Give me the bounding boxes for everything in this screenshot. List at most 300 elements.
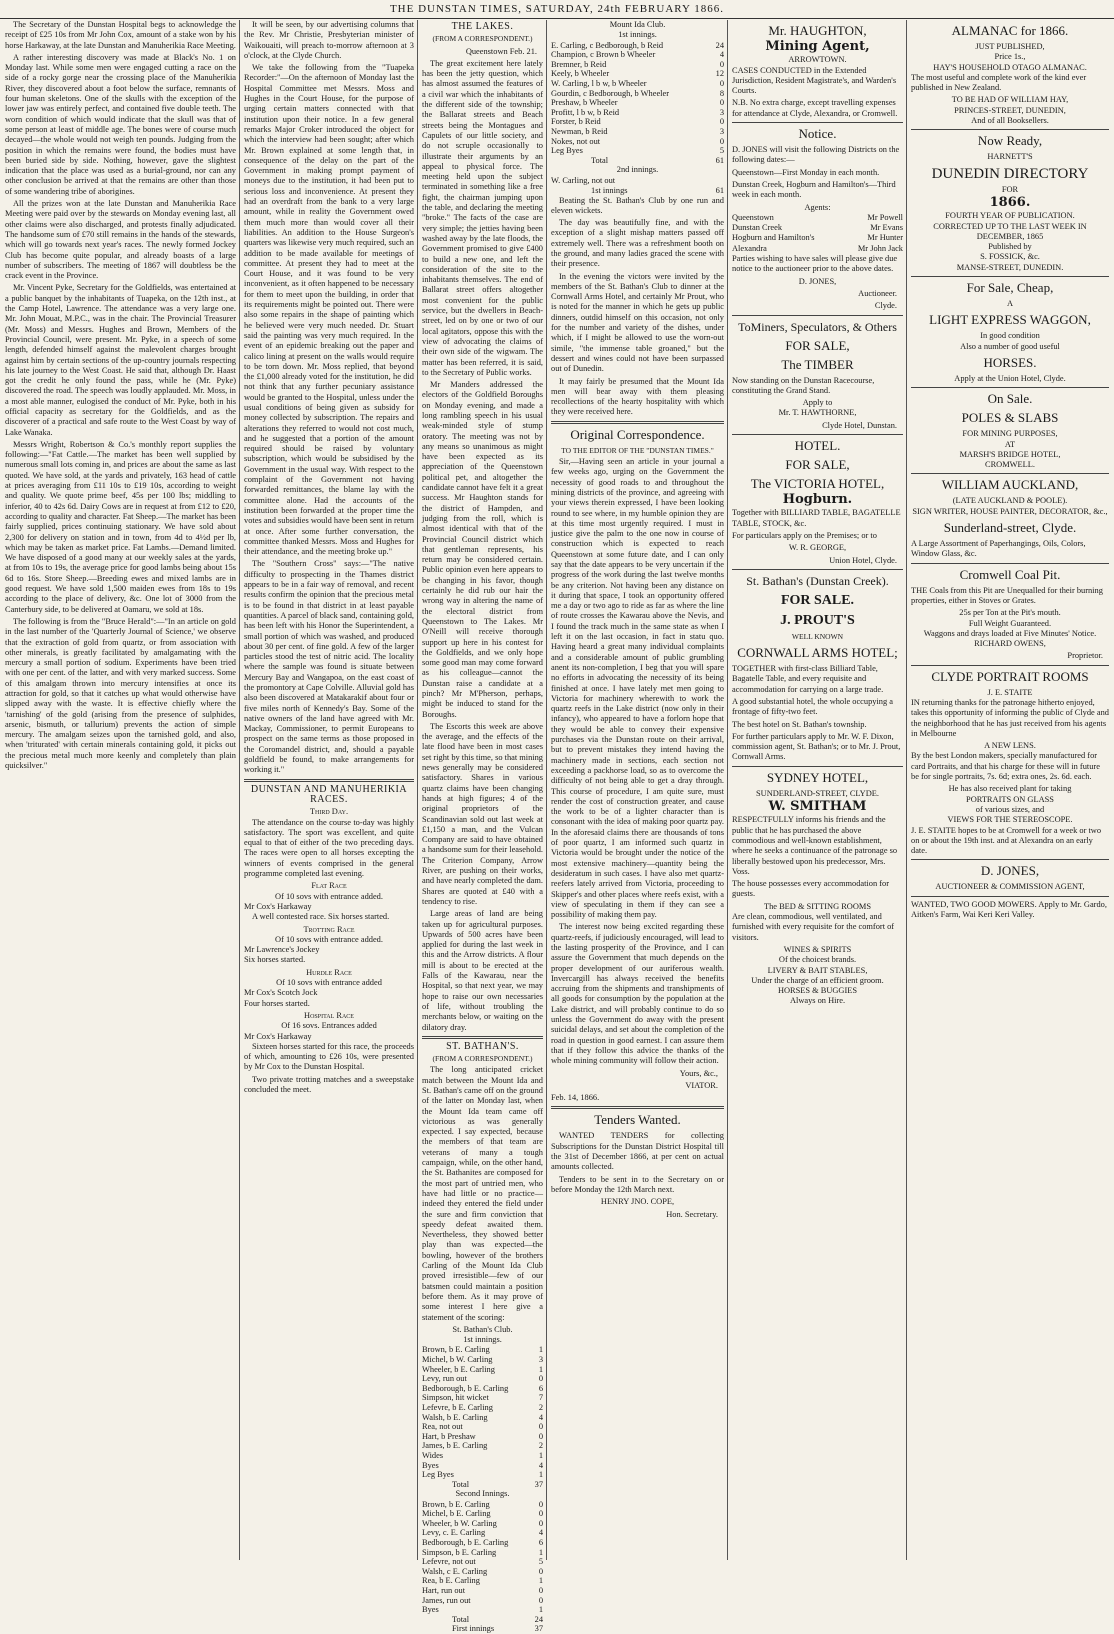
notice-tail: Parties wishing to have sales will please give due notice to the auctioneer prior to the above dates. [732, 254, 898, 274]
score-row [422, 1432, 543, 1442]
st-bathans-heading: ST. BATHAN'S. [446, 1040, 519, 1052]
agent-place: Dunstan Creek [732, 223, 783, 233]
hurdle-race-note: Four horses started. [244, 998, 310, 1008]
batsman: Gourdin, c Bedborough, b Wheeler [551, 88, 669, 98]
batsman: Lefevre, not out [422, 1557, 476, 1567]
victoria-hotel-body: Together with BILLIARD TABLE, BAGATELLE TABLE, STOCK, &c. [732, 508, 901, 528]
victoria-hotel-place: Hogburn. [782, 492, 853, 508]
waggon-horses: HORSES. [983, 354, 1037, 370]
poles-town: CROMWELL. [984, 460, 1035, 470]
paragraph: Mr. Vincent Pyke, Secretary for the Goldfields, was entertained at a public banquet by the inhabitants of Tuapeka, on the 12th inst., at the Camp Hotel, Lawrence. The attendance was a very large one. Mr. John Mouat, M.P.C., was in the chair. The Provincial Treasurer (Mr. Moss) and Messrs. Hughes and Brown, Members of the Provincial Council, were present. Mr. Pyke, in a speech of some length, defended himself against the malevolent charges brought against him by certain sections of the up-country journals respecting his late journey to the West Coast. He said that, although Dr. Haast got the credit he only found the pass, while he (Mr. Pyke) discovered the road. The speech was loudly applauded. Mr. Moss, in a most able manner, eulogised the conduct of Mr. Pyke, both in his official capacity as secretary for the Goldfields, and as the discoverer of a practical and safe route to the West Coast by way of Lake Wanaka. [5, 283, 236, 437]
almanac-heading: ALMANAC for 1866. [951, 23, 1069, 38]
runs: 4 [538, 1528, 543, 1538]
auckland-street: Sunderland-street, Clyde. [943, 520, 1077, 536]
runs: 1 [538, 1576, 543, 1586]
batsman: Bedborough, b E. Carling [422, 1537, 509, 1547]
directory-publisher: S. FOSSICK, &c. [980, 252, 1040, 262]
lakes-heading: THE LAKES. [451, 21, 514, 32]
column-6 [908, 20, 1112, 1560]
agent-name: Mr John Jack [857, 243, 903, 253]
auckland-body: A Large Assortment of Paperhangings, Oils, Colors, Window Glass, &c. [911, 539, 1086, 559]
notice-place: Clyde. [874, 301, 897, 311]
runs: 0 [538, 1499, 543, 1509]
auckland-trades: SIGN WRITER, HOUSE PAINTER, DECORATOR, &c., [912, 506, 1108, 516]
haughton-title: Mining Agent, [765, 39, 870, 54]
portrait-tail: J. E. STAITE hopes to be at Cromwell for a week or two on or about the 19th inst. and at Alexandra on an early date. [911, 825, 1102, 856]
paragraph: The Secretary of the Dunstan Hospital begs to acknowledge the receipt of £25 10s from Mr John Cox, amount of a stake won by his horse Harkaway, at the late Dunstan and Manuherikia Race Meeting. [5, 20, 236, 50]
almanac-had: TO BE HAD OF WILLIAM HAY, [951, 95, 1069, 105]
waggon-apply: Apply at the Union Hotel, Clyde. [954, 373, 1066, 383]
runs: 4 [538, 1460, 543, 1470]
d-jones-role: AUCTIONEER & COMMISSION AGENT, [935, 882, 1085, 892]
cornwall-arms-body: TOGETHER with first-class Billiard Table, Bagatelle Table, and every requisite and accommodation for carrying on a large trade. [732, 664, 884, 694]
col2-paragraphs [244, 20, 414, 776]
cornwall-arms-apply: For further particulars apply to Mr. W. F. Dixon, commission agent, St. Bathan's; or to Mr. J. Prout, Cornwall Arms. [732, 731, 901, 762]
st-bathans-total-2: Total 24 [452, 1614, 543, 1624]
sydney-hotel-livery-body: Under the charge of an efficient groom. [751, 975, 884, 985]
trotting-race-title: Trotting Race [303, 924, 355, 934]
st-bathans-ad-prout: J. PROUT'S [780, 612, 855, 628]
timber-place: Clyde Hotel, Dunstan. [822, 420, 897, 430]
runs: 1 [538, 1345, 543, 1355]
directory-title: DUNEDIN DIRECTORY [931, 165, 1089, 182]
sydney-hotel-place: SUNDERLAND-STREET, CLYDE. [756, 788, 879, 798]
coal-body: THE Coals from this Pit are Unequalled for their burning properties, either in Stoves or Grates. [911, 585, 1103, 605]
st-bathans-ad-known: WELL KNOWN [791, 631, 844, 641]
portrait-glass: PORTRAITS ON GLASS [966, 794, 1054, 804]
notice-signature: D. JONES, [798, 276, 837, 286]
almanac-sellers: And of all Booksellers. [971, 116, 1049, 126]
runs: 7 [538, 1393, 543, 1403]
runs: 0 [538, 1374, 543, 1384]
almanac-price: Price 1s., [994, 52, 1026, 62]
score-row [551, 108, 724, 118]
lakes-dateline: Queenstown Feb. 21. [465, 46, 537, 56]
runs: 0 [538, 1518, 543, 1528]
score-row [422, 1365, 543, 1375]
paragraph: A rather interesting discovery was made at Black's No. 1 on Monday last. While some men were engaged cutting a race on the side of a rocky gorge near the crossing place of the Manuherikia River, they discovered about a foot below the surface, remnants of four human skeletons. One of the skulls with the exception of the lower jaw was entirely perfect, and contained five double teeth. The worn condition of which would indicate that the skull was that of some person at least of middle age. The bones were of course much decayed—the whole would not weigh ten pounds. Judging from the position in which the remains were found, the bodies must have been buried side by side. Nothing, however, gave the slightest indication that the place was used as a burial-ground, nor can any other conclusion be arrived at that the remains are other than those of some wandering tribe of aborigines. [5, 52, 236, 196]
paragraph: The following is from the "Bruce Herald":—"In an article on gold in the last number of the 'Quarterly Journal of Science,' we observe that the extraction of gold from quartz, or from association with other minerals, is greatly facilitated by amalgamating with the mercury a small portion of sodium. Experiments have been tried with one per cent. of the latter, and with very marked success. Some of this amalgam thrown into mercury intensifies at once its attraction for gold, so that it catches up what would otherwise have slipped away with the waste. It is effective chiefly where the 'tarnishing' of the gold (arising from the presence of sulphides, arsenic, bismuth, or tallurium) prevents the action of simple mercury. The amalgam seizes upon the tarnished gold, and also, when 'triturated' with certain minerals containing gold, it picks out the precious metal much more keenly and completely than plain quicksilver." [5, 616, 236, 771]
waggon-title: LIGHT EXPRESS WAGGON, [929, 312, 1091, 328]
paragraph: It may fairly be presumed that the Mount Ida men will bear away with them pleasing recollections of the hearty hospitality with which they were received here. [551, 376, 724, 417]
batsman: Michel, b E. Carling [422, 1509, 491, 1519]
directory-corrected: CORRECTED UP TO THE LAST WEEK IN DECEMBER, 1865 [933, 221, 1087, 241]
second-innings-title: Second Innings. [455, 1489, 510, 1499]
paragraph: In the evening the victors were invited by the members of the St. Bathan's Club to dinner at the Cornwall Arms Hotel, and certainly Mr Prout, who is noted for the manner in which he gets up public dinners, outdid himself on this occasion, not only for the number and variety of the dishes, under which, if I might be allowed to use the worn-out simile, "the immense table groaned," but the dessert and wines could not have been surpassed out of Dunedin. [551, 271, 724, 374]
coal-heading: Cromwell Coal Pit. [959, 566, 1061, 582]
flat-race-terms: Of 10 sovs with entrance added. [275, 891, 383, 901]
runs: 0 [538, 1431, 543, 1441]
notice-heading: Notice. [798, 126, 837, 142]
mount-ida-first-total: 1st innings 61 [591, 185, 724, 195]
runs: 0 [538, 1566, 543, 1576]
correspondence-to: TO THE EDITOR OF THE "DUNSTAN TIMES." [561, 445, 714, 455]
races-day: Third Day. [309, 807, 349, 817]
mount-ida-second-row: W. Carling, not out [551, 175, 616, 185]
score-row [422, 1403, 543, 1413]
score-row [422, 1384, 543, 1394]
races-intro: The attendance on the course to-day was highly satisfactory. The sport was excellent, and quite equal to that of either of the two preceding days. The races were open to all horses excepting the winners of events comprised in the general programme completed last evening. [244, 817, 414, 879]
paragraph: Beating the St. Bathan's Club by one run and eleven wickets. [551, 195, 724, 215]
paragraph: The Escorts this week are above the average, and the effects of the late flood have been in most cases set right by this time, so that mining news generally may be considered satisfactory. Shares in various quartz claims have been changing hands at high figures; 4 of the original proprietors of the Scandinavian sold out last week at £1,150 a man, and the Vulcan Company are said to have obtained a handsome sum for their leasehold. The Criterion Company, Arrow River, are pushing on their works, and have nearly completed the dam. Shares are quoted at £40 with a tendency to rise. [422, 721, 543, 906]
hospital-race-title: Hospital Race [304, 1010, 354, 1020]
agents-heading: Agents: [804, 202, 831, 212]
divider [911, 859, 1109, 860]
sydney-hotel-bed-body: Are clean, commodious, well ventilated, and furnished with every requisite for the comfort of visitors. [732, 912, 895, 942]
divider [732, 122, 903, 123]
batsman: E. Carling, c Bedborough, b Reid [551, 40, 664, 50]
batsman: Levy, run out [422, 1374, 467, 1384]
column-1 [2, 20, 240, 1560]
score-row [422, 1374, 543, 1384]
cornwall-arms-body-2: A good substantial hotel, the whole occupying a frontage of fifty-two feet. [732, 696, 893, 717]
score-row [551, 60, 724, 70]
sydney-hotel-horses: HORSES & BUGGIES [777, 986, 858, 996]
batsman: Rea, not out [422, 1422, 463, 1432]
portrait-lens: A NEW LENS. [984, 741, 1036, 751]
waggon-also: Also a number of good useful [960, 341, 1060, 351]
mowers-ad: WANTED, TWO GOOD MOWERS. Apply to Mr. Gardo, Aitken's Farm, Wai Keri Keri Valley. [911, 899, 1107, 920]
runs: 4 [719, 50, 724, 60]
sydney-hotel-body: RESPECTFULLY informs his friends and the public that he has purchased the above commodious and well-known establishment, where he seeks a continuance of the patronage so liberally bestowed upon his predecessor, Mrs. Voss. [732, 815, 898, 876]
divider [911, 665, 1109, 666]
mount-ida-second: 2nd innings. [616, 165, 659, 175]
runs: 1 [538, 1470, 543, 1480]
score-row [422, 1470, 543, 1480]
poles-at: AT [1004, 439, 1016, 449]
sydney-hotel-wines: WINES & SPIRITS [783, 944, 852, 954]
directory-year: 1866. [989, 194, 1031, 210]
directory-ready: Now Ready, [977, 133, 1043, 149]
runs: 0 [538, 1509, 543, 1519]
runs: 0 [719, 98, 724, 108]
score-row [422, 1519, 543, 1529]
divider [911, 896, 1109, 897]
portrait-views: VIEWS FOR THE STEREOSCOPE. [947, 815, 1073, 825]
auckland-heading: WILLIAM AUCKLAND, [941, 477, 1079, 493]
correspondence-date: Feb. 14, 1866. [551, 1093, 600, 1103]
coal-signature: RICHARD OWENS, [974, 639, 1046, 649]
runs: 5 [538, 1557, 543, 1567]
st-bathans-report: The long anticipated cricket match between the Mount Ida and St. Bathan's came off on the ground of the latter on Monday last, when the Mount Ida team came off victorious as was generally expected. I say expected, because the members of that team are veterans of many a tough campaign, while, on the other hand, the St. Bathanites are composed for the most part of untried men, who have had little or no practice—indeed they entered the field under the sure and firm conviction that speedy defeat awaited them. Nevertheless, they showed better play than was expected—the bowling, however of the brothers Carling of the Mount Ida Club proved irresistible—few of our batsmen could maintain a position before them. As it may prove of some interest I here give a statement of the scoring: [422, 1065, 543, 1322]
score-row [422, 1461, 543, 1471]
mount-ida-paragraphs [551, 196, 724, 418]
score-row [551, 146, 724, 156]
score-row [551, 98, 724, 108]
batsman: Wheeler, b W. Carling [422, 1518, 497, 1528]
batsman: Byes [422, 1605, 439, 1615]
waggon-a: A [1006, 299, 1014, 309]
agent-name: Mr Hunter [867, 233, 903, 243]
score-row [551, 89, 724, 99]
tenders-heading: Tenders Wanted. [594, 1112, 681, 1128]
batsman: Hart, run out [422, 1585, 466, 1595]
cornwall-arms-body-3: The best hotel on St. Bathan's township. [732, 719, 867, 729]
hurdle-race-terms: Of 10 sovs with entrance added [276, 978, 382, 988]
almanac-just: JUST PUBLISHED, [975, 42, 1045, 51]
trotting-race-winner: Mr Lawrence's Jockey [244, 945, 320, 955]
haughton-place: ARROWTOWN. [788, 55, 847, 65]
coal-price: 25s per Ton at the Pit's mouth. [959, 608, 1061, 618]
runs: 24 [715, 40, 724, 50]
notice-date-2: Dunstan Creek, Hogburn and Hamilton's—Third week in each month. [732, 179, 896, 200]
score-row [551, 127, 724, 137]
runs: 3 [538, 1355, 543, 1364]
score-row [422, 1596, 543, 1606]
divider [911, 129, 1109, 130]
score-row [422, 1441, 543, 1451]
on-sale-heading: On Sale. [987, 391, 1033, 407]
trotting-race-terms: Of 10 sovs with entrance added. [275, 934, 383, 944]
divider [732, 434, 903, 435]
haughton-name: Mr. HAUGHTON, [768, 23, 867, 38]
batsman: Walsh, b E. Carling [422, 1412, 488, 1422]
runs: 1 [538, 1547, 543, 1557]
mount-ida-subheading: 1st innings. [618, 30, 657, 40]
st-bathans-first-total: First innings 37 [452, 1624, 543, 1634]
batsman: James, b E. Carling [422, 1441, 488, 1451]
mount-ida-heading: Mount Ida Club. [609, 20, 666, 29]
score-row [422, 1538, 543, 1548]
score-row [422, 1500, 543, 1510]
hotel-heading: HOTEL. [794, 438, 841, 454]
score-row [551, 117, 724, 127]
flat-race-note: A well contested race. Six horses started. [252, 912, 390, 922]
batsman: James, run out [422, 1595, 471, 1605]
paragraph: Sir,—Having seen an article in your journal a few weeks ago, urging on the Government the necessity of good roads to and throughout the mining districts of the province, and agreeing with your views therein expressed, I have been looking round to see where, in my humble opinion they are at this time most urgently required. I must in justice give the palm to the one now in course of construction which is expected to reach Queenstown at some future date, and I can only say that the date appears to be very uncertain if the progress of the work during the last twelve months be any criterion. Not having been any distance on it during that space, I took an opportunity offered me a day or two ago to ride as far as where the line of route crosses the Kawarau above the Nevis, and I found the track much in the same state as when I left it on the last occasion, in fact in statu quo. Having heard a great many individual complaints and a considerable amount of public grumbling anent its non-completion, I beg that you will spare no efforts in advocating the necessity of its being finished at once. I have lately met men going to Victoria for machinery wherewith to work the quartz reefs in the Lake district (now only in their infancy), who appeared to have a forlorn hope that they would be able to convey their expensive purchases via the Dunstan route on their arrival, but to prevent mistakes they intend having the machinery made in sections, each section not exceeding a packhorse load, so as to overcome the difficulty of not being able to get a dray through. This course of procedure, I am quite sure, must render the cost of construction greater, and cause the work to be of a lighter character than is consonant with the idea of making poor quartz pay. In the aforesaid claims there are thousands of tons of poor quartz, I am informed such quartz in Victoria would be brought under the notice of the most extensive machinery—quantity being the desideratum in such cases. I have also met quartz-reefers lately arrived from Victoria, proceeding to Skipper's and other places where reefs exist, with a view of speculating in them if they can see a possibility of making them pay. [551, 457, 724, 920]
portrait-heading: CLYDE PORTRAIT ROOMS [931, 668, 1089, 684]
column-3 [419, 20, 547, 1634]
divider [732, 766, 903, 767]
runs: 0 [538, 1422, 543, 1432]
runs: 0 [719, 136, 724, 146]
correspondence-yours: Yours, &c., [679, 1068, 718, 1078]
score-row [422, 1548, 543, 1558]
paragraph: We take the following from the "Tuapeka Recorder:"—On the afternoon of Monday last the Hospital Committee met Messrs. Moss and Hughes in the Court House, for the purpose of urging certain matters connected with that institution upon their notice. In a few general remarks Major Croker introduced the object for which the interview had been sought; after which Mr. Brown explained at some length that, in consequence of the delay on the part of the Government in making prompt payment of moneys due to the institution, it had been put to serious loss and inconvenience. At present they had an overdraft from the bank to a very large amount, while in reality the Government owed them much more than would cover all their liabilities. An addition to the House Surgeon's quarters was likewise very much required, such an addition to be made available for meetings of committee. At present they had to meet at the Court House, and it was found to be very inconvenient, as it often happened to be necessary for them to meet upon the building, in order that its requirements might be pointed out. There were also some repairs in the shape of painting which he believed were very much needed. Dr. Stuart said the painting was very much required. In the event of an epidemic breaking out the paper and calico lining at present on the walls would require to be torn down. Mr. Moss replied, that beyond the £1,000 already voted for the institution, he did not think that any further pecuniary assistance would be granted to the Hospital, unless under the usual conditions of being given as subsidy for money collected by subscription. The repairs and alterations they referred to would not cost much, and he suggested that a portion of the amount required should be raised by voluntary subscription, which would be subsidised by the Government in the usual way. With respect to the complaint of the Government not having forwarded remittances, the blame lay with the committee alone. Had the accounts of the institution been forwarded at the proper time the votes and subsidies would have been sent in return at once. After some further conversation, the committee thanked Messrs. Moss and Hughes for their attendance, and the meeting broke up." [244, 63, 414, 557]
runs: 3 [719, 107, 724, 117]
batsman: Forster, b Reid [551, 117, 601, 127]
score-row [551, 50, 724, 60]
st-bathans-subheading: (FROM A CORRESPONDENT.) [432, 1054, 533, 1064]
directory-for: FOR [1001, 184, 1019, 194]
runs: 6 [538, 1537, 543, 1547]
almanac-street: PRINCES-STREET, DUNEDIN, [954, 105, 1066, 115]
divider [551, 1106, 724, 1109]
divider [911, 276, 1109, 277]
tenders-send: Tenders to be sent in to the Secretary on or before Monday the 12th March next. [551, 1174, 724, 1194]
paragraph: The "Southern Cross" says:—"The native difficulty to prospecting in the Thames district appears to be in a fair way of removal, and recent results confirm the opinion that the precious metal is to be found in that district in at least payable quantities. A parcel of black sand, containing gold, has been left with his Honor the Superintendent, a small portion of which was washed, and produced about 30 per cent. of fine gold. A few of the larger particles stood the test of nitric acid. The locality where the sample was found is situate between Mercury Bay and Wangapoa, on the east coast of the promontory at Cape Colville. Alluvial gold has also been discovered at Matakarakif about four or five miles north of Kennedy's Bay. Some of the native owners of the land have agreed with Mr. Mackay, Commissioner, to permit Europeans to prospect on the same terms as those proposed in the Coromandel district, and, should a payable goldfield be found, to make arrangements for working it." [244, 559, 414, 775]
batsman: Walsh, c E. Carling [422, 1566, 488, 1576]
waggon-heading: For Sale, Cheap, [966, 280, 1054, 296]
notice-role: Auctioneer. [858, 288, 897, 298]
runs: 0 [719, 117, 724, 127]
correspondence-paragraphs [551, 457, 724, 1067]
auckland-late: (LATE AUCKLAND & POOLE). [952, 496, 1068, 506]
paragraph: Mr Manders addressed the electors of the Goldfield Boroughs on Monday evening, and made a long rambling speech in his usual weak-minded style of stump oratory. The meeting was not by any means so unanimous as might have been expected as its appreciation of the Queenstown political pet, and altogether the candidate cannot have felt it a great success. Mr Haughton stands for the district of Hampden, and judging from the roll, which is almost identical with that of the Provincial Council district which that gentleman represents, his return may be considered certain. Public opinion even here appears to be changing in his favor, though certainly he did rub our hair the wrong way in altering the name of the electoral district from Queenstown to The Lakes. Mr O'Neill will receive thorough support up here in his contest for the Goldfields, and we only hope some good man may come forward as his colleague—cannot the Dunstan raise a candidate at a pinch? Mr M'Pherson, perhaps, might be induced to stand for the Boroughs. [422, 380, 543, 719]
agents-list [732, 213, 903, 254]
runs: 1 [538, 1450, 543, 1460]
batsman: Newman, b Reid [551, 126, 608, 136]
batsman: Wides [422, 1450, 444, 1460]
batsman: Rea, b E. Carling [422, 1576, 480, 1586]
runs: 2 [538, 1441, 543, 1451]
st-bathans-club-title: St. Bathan's Club. [452, 1324, 513, 1334]
lakes-subheading: (FROM A CORRESPONDENT.) [432, 34, 533, 44]
victoria-hotel-sig-place: Union Hotel, Clyde. [829, 555, 897, 565]
hotel-for-sale: FOR SALE, [785, 457, 850, 473]
score-row [422, 1451, 543, 1461]
agent-row [732, 223, 903, 233]
tenders-body: WANTED TENDERS for collecting Subscriptions for the Dunstan District Hospital till the 31st of December 1866, at per cent on actual amounts collected. [551, 1131, 724, 1172]
miners-heading: ToMiners, Speculators, & Others [738, 319, 897, 334]
sydney-hotel-bed: The BED & SITTING ROOMS [763, 901, 871, 911]
directory-fourth: FOURTH YEAR OF PUBLICATION. [945, 211, 1075, 221]
score-row [551, 79, 724, 89]
batsman: Lefevre, b E. Carling [422, 1402, 493, 1412]
notice-date-1: Queenstown—First Monday in each month. [732, 167, 880, 177]
almanac-title: HAY'S HOUSEHOLD OTAGO ALMANAC. [933, 62, 1087, 72]
divider [732, 569, 903, 570]
portrait-name: J. E. STAITE [987, 687, 1033, 697]
runs: 6 [538, 1383, 543, 1393]
waggon-condition: In good condition [980, 331, 1040, 341]
divider [551, 421, 724, 424]
sydney-hotel-livery: LIVERY & BAIT STABLES, [767, 965, 868, 975]
mount-ida-total: Total 61 [591, 155, 724, 165]
victoria-hotel-heading: The VICTORIA HOTEL, [750, 476, 885, 492]
paragraph: It will be seen, by our advertising columns that the Rev. Mr Christie, Presbyterian minister of Waikouaiti, will preach to-morrow afternoon at 3 o'clock, at the Clyde Church. [244, 20, 414, 60]
victoria-hotel-signature: W. R. GEORGE, [788, 543, 847, 553]
col1-paragraphs [5, 20, 236, 771]
column-5 [729, 20, 907, 1560]
score-row [422, 1557, 543, 1567]
batsman: Keely, b Wheeler [551, 69, 610, 79]
runs: 2 [538, 1402, 543, 1412]
portrait-sizes: of various sizes, and [975, 804, 1045, 814]
coal-weight: Full Weight Guaranteed. [968, 618, 1052, 628]
st-bathans-second-innings [422, 1500, 543, 1615]
score-row [422, 1567, 543, 1577]
hospital-race-note: Sixteen horses started for this race, the proceeds of which, amounting to £26 10s, were presented by Mr Cox to the Dunstan Hospital. [244, 1041, 414, 1072]
runs: 0 [719, 59, 724, 69]
agent-name: Mr Powell [867, 212, 903, 222]
st-bathans-first-innings [422, 1345, 543, 1479]
runs: 0 [538, 1585, 543, 1595]
batsman: Preshaw, b Wheeler [551, 98, 618, 108]
score-row [422, 1509, 543, 1519]
hospital-race-winner: Mr Cox's Harkaway [244, 1031, 312, 1041]
batsman: Simpson, hit wicket [422, 1393, 489, 1403]
batsman: Bedborough, b E. Carling [422, 1383, 509, 1393]
score-row [422, 1605, 543, 1615]
haughton-body: CASES CONDUCTED in the Extended Jurisdiction, Resident Magistrate's, and Warden's Courts. [732, 65, 897, 96]
portrait-lens-body: By the best London makers, specially manufactured for card Portraits, and that his charge for these will in future be for single portraits, 7s. 6d; extra ones, 2s. 6d. each. [911, 751, 1100, 782]
st-bathans-total: Total 37 [452, 1479, 543, 1489]
correspondence-signature: VIATOR. [685, 1080, 718, 1090]
agent-place: Hogburn and Hamilton's [732, 233, 815, 243]
divider [422, 1036, 543, 1039]
runs: 5 [719, 146, 724, 156]
agent-name: Mr Evans [870, 223, 903, 233]
runs: 12 [715, 69, 724, 79]
haughton-nb: N.B. No extra charge, except travelling expenses for attendance at Clyde, Alexandra, or Cromwell. [732, 98, 898, 118]
trotting-race-note: Six horses started. [244, 955, 306, 965]
batsman: Hart, b Preshaw [422, 1431, 476, 1441]
flat-race-winner: Mr Cox's Harkaway [244, 901, 312, 911]
batsman: Simpson, b E. Carling [422, 1547, 497, 1557]
agent-place: Alexandra [732, 243, 767, 253]
tenders-signature: HENRY JNO. COPE, [600, 1197, 675, 1207]
agent-row [732, 213, 903, 223]
column-2 [241, 20, 418, 1560]
coal-waggons: Waggons and drays loaded at Five Minutes' Notice. [923, 628, 1097, 638]
score-row [422, 1413, 543, 1423]
sydney-hotel-wines-body: Of the choicest brands. [778, 955, 857, 965]
races-heading: DUNSTAN AND MANUHERIKIA RACES. [250, 783, 408, 805]
divider [911, 387, 1109, 388]
paragraph: Messrs Wright, Robertson & Co.'s monthly report supplies the following:—"Fat Cattle.—The market has been well supplied by numerous small lots coming in, and prices are about the same as last quoted. We have sold, at the yards and privately, 163 head of cattle at prices averaging from £11 10s to £19 10s, according to weight and quality. We quote prime beef, 45s per 100 lbs; middling to inferior, 40 to 42s 6d. Dairy Cows are in request at from £12 to £20, according to quality and character. Fat Sheep.—The market has been fairly supplied, prices continuing stationary. We have sold about 2,300 for delivery on station and in town, from 4d to 4½d per lb, which may be taken as market price. Fat Lambs.—Demand limited. We have disposed of a good many at our weekly sales at the yards, at from 10s to 19s, the average price for good lambs being about 15s 6d to 16s. Store Sheep.—Breeding ewes and mixed lambs are in good request. We have sold 1,500 maiden ewes from 18s to 19s according to the place of delivery, &c. One lot of 3000 from the Canterbury side, to be delivered at Oamaru, we sold at 18s. [5, 439, 236, 614]
races-closing: Two private trotting matches and a sweepstake concluded the meet. [244, 1074, 414, 1094]
hospital-race-terms: Of 16 sovs. Entrances added [281, 1021, 377, 1031]
batsman: W. Carling, l b w, b Wheeler [551, 78, 647, 88]
almanac-body: The most useful and complete work of the kind ever published in New Zealand. [911, 72, 1087, 93]
sydney-hotel-heading: SYDNEY HOTEL, [766, 769, 869, 785]
batsman: Brown, b E. Carling [422, 1499, 490, 1509]
timber-signature: Mr. T. HAWTHORNE, [778, 408, 857, 418]
poles-for: FOR MINING PURPOSES, [962, 429, 1058, 439]
poles-heading: POLES & SLABS [961, 410, 1059, 426]
batsman: Michel, b W. Carling [422, 1355, 493, 1364]
coal-role: Proprietor. [1067, 651, 1103, 661]
score-row [422, 1528, 543, 1538]
st-bathans-ad-sale: FOR SALE. [780, 592, 855, 608]
notice-body: D. JONES will visit the following Districts on the following dates:— [732, 145, 900, 165]
flat-race-title: Flat Race [311, 881, 347, 891]
tenders-role: Hon. Secretary. [666, 1209, 718, 1219]
score-row [422, 1422, 543, 1432]
batsman: Wheeler, b E. Carling [422, 1364, 495, 1374]
directory-name: HARNETT'S [987, 152, 1033, 162]
batsman: Leg Byes [422, 1470, 454, 1480]
divider [732, 315, 903, 316]
d-jones-heading: D. JONES, [980, 863, 1040, 879]
sydney-hotel-hire: Always on Hire. [789, 996, 846, 1006]
runs: 3 [719, 126, 724, 136]
score-row [422, 1576, 543, 1586]
agent-row [732, 233, 903, 243]
batsman: Leg Byes [551, 146, 583, 156]
sydney-hotel-owner: W. SMITHAM [768, 799, 867, 815]
paragraph: The interest now being excited regarding these quartz-reefs, if judiciously encouraged, will lead to the lasting prosperity of the Province, and I can assure the Government that much depends on the proper development of our auriferous wealth. Invercargill has always received the benefits accruing from the shipments and transhipments of all goods for consumption by the population at the Lake district, and will probably continue to do so unless the Government do away with the present suicidal delays, and set about the completion of the road in question in good earnest. I can assure them that if they follow this advice the thanks of the whole mining community will follow their action. [551, 922, 724, 1066]
score-row [422, 1355, 543, 1365]
timber-for-sale: FOR SALE, [785, 337, 850, 353]
paragraph: All the prizes won at the late Dunstan and Manuherikia Race Meeting were paid over by the stewards on Monday evening last, all other claims were also discharged, and protests finally adjudicated. The handsome sum of £70 still remains in the hands of the stewards, which will go towards next year's races. The newly formed Jockey Club has become quite popular, and already boasts of a large number of subscribers. The meeting of 1867 will doubtless be the crack event in the Province. [5, 199, 236, 281]
portrait-body: IN returning thanks for the patronage hitherto enjoyed, takes this opportunity of informing the public of Clyde and the neighborhood that he has just received from his agents in Melbourne [911, 697, 1109, 738]
directory-published: Published by [988, 242, 1032, 252]
runs: 1 [538, 1605, 543, 1615]
poles-place: MARSH'S BRIDGE HOTEL, [959, 449, 1061, 459]
cornwall-arms-heading: CORNWALL ARMS HOTEL; [737, 645, 898, 661]
divider [911, 563, 1109, 564]
column-4 [548, 20, 728, 1560]
correspondence-heading: Original Correspondence. [570, 426, 705, 442]
hurdle-race-winner: Mr Cox's Scotch Jock [244, 988, 318, 998]
batsman: Profitt, l b w, b Reid [551, 107, 620, 117]
runs: 1 [538, 1364, 543, 1374]
hurdle-race-title: Hurdle Race [306, 967, 352, 977]
score-row [551, 137, 724, 147]
batsman: Champion, c Brown b Wheeler [551, 50, 656, 60]
